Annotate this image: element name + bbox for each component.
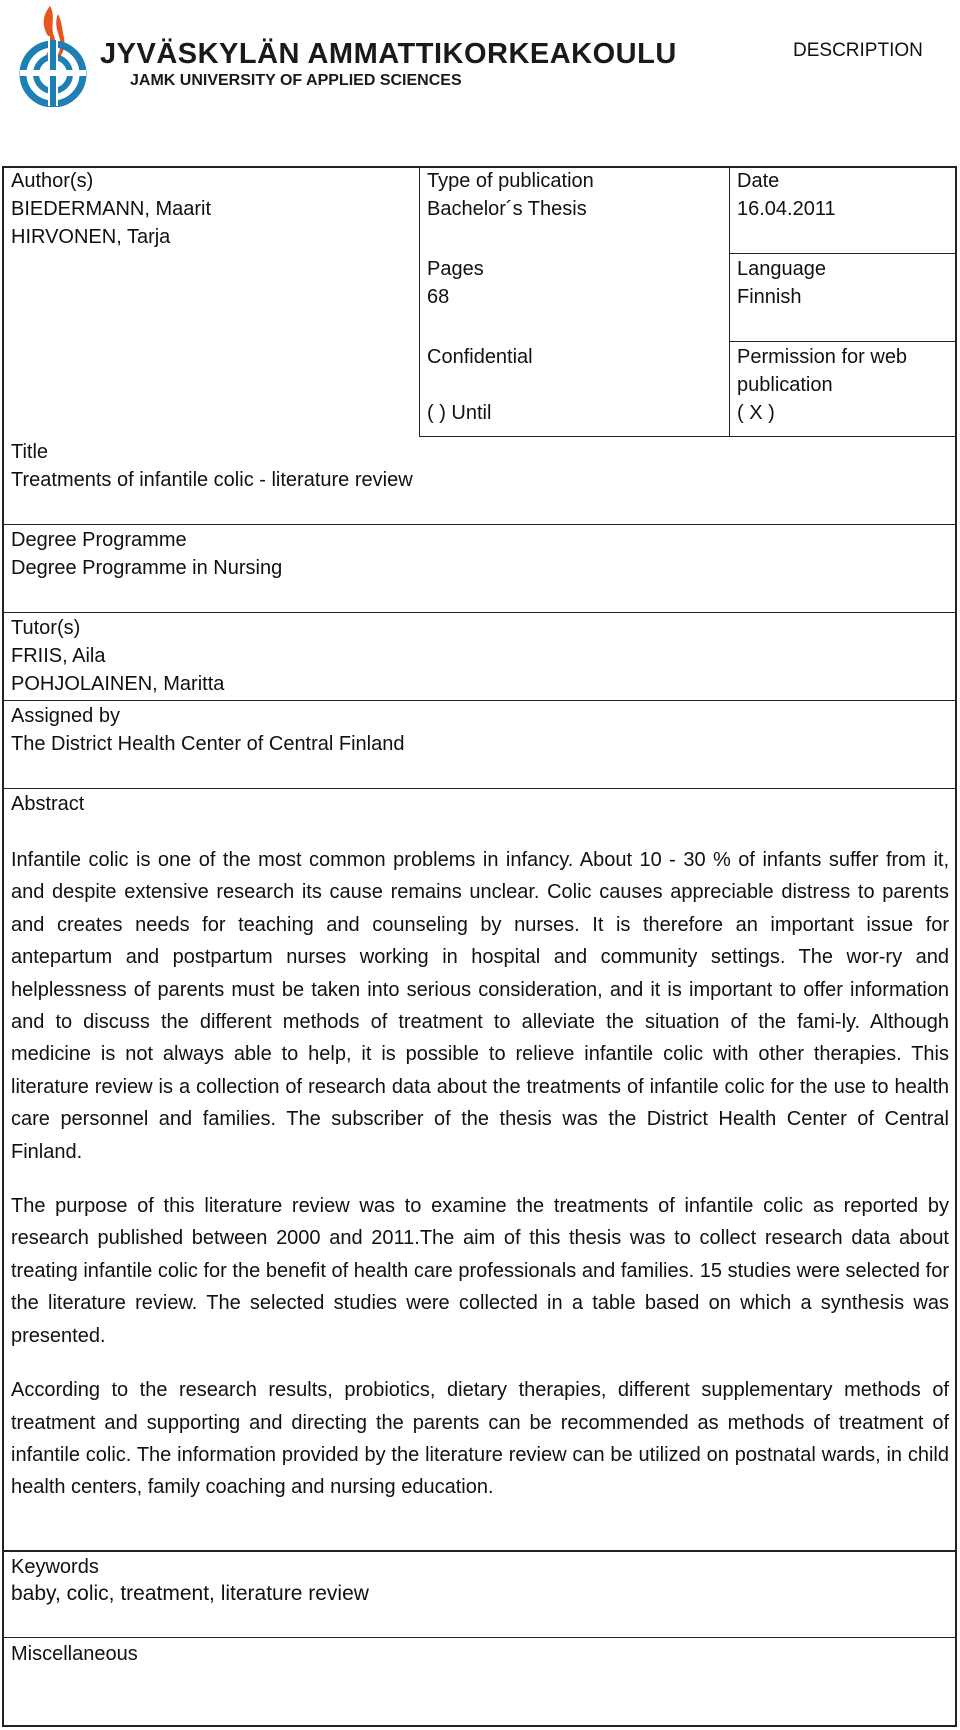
pages-value: 68 — [427, 286, 450, 308]
abstract-label: Abstract — [11, 793, 85, 815]
abstract-paragraph-2: The purpose of this literature review was to examine the treatments of infantile colic as reported by research published between 2000 and 2011.The aim of this thesis was to collect research data about treating infantile colic for the benefit of health care professionals and families. 15 studies were selected for the literature review. The selected studies were collected in a table based on which a synthesis was presented. — [11, 1195, 949, 1347]
assigned-label: Assigned by — [11, 705, 120, 727]
tutor-name-2: POHJOLAINEN, Maritta — [11, 673, 225, 695]
publication-type-label: Type of publication — [427, 170, 594, 192]
tutor-label: Tutor(s) — [11, 617, 81, 639]
author-name-2: HIRVONEN, Tarja — [11, 226, 171, 248]
degree-value: Degree Programme in Nursing — [11, 557, 283, 579]
publication-type-value: Bachelor´s Thesis — [427, 198, 587, 220]
permission-label-2: publication — [737, 374, 833, 396]
pages-label: Pages — [427, 258, 484, 280]
tutor-name-1: FRIIS, Aila — [11, 645, 106, 667]
keywords-label: Keywords — [11, 1556, 99, 1578]
logo-emblem-icon — [12, 2, 92, 107]
language-label: Language — [737, 258, 826, 280]
assigned-value: The District Health Center of Central Finland — [11, 733, 405, 755]
date-value: 16.04.2011 — [737, 198, 836, 220]
misc-label: Miscellaneous — [11, 1643, 138, 1665]
doc-type: DESCRIPTION — [793, 40, 923, 61]
degree-label: Degree Programme — [11, 529, 187, 551]
abstract-paragraph-3: According to the research results, probiotics, dietary therapies, different supplementary methods of treatment and supporting and directing the parents can be recommended as methods of treatment of infantile colic. The information provided by the literature review can be utilized on postnatal wards, in child health centers, family coaching and nursing education. — [11, 1379, 949, 1499]
abstract-body — [11, 844, 949, 1526]
confidential-value: ( ) Until — [427, 402, 492, 424]
author-label: Author(s) — [11, 170, 94, 192]
title-label: Title — [11, 441, 49, 463]
permission-label-1: Permission for web — [737, 346, 908, 368]
date-label: Date — [737, 170, 780, 192]
keywords-value: baby, colic, treatment, literature review — [11, 1582, 369, 1605]
abstract-paragraph-1: Infantile colic is one of the most common problems in infancy. About 10 - 30 % of infants suffer from it, and despite extensive research its cause remains unclear. Colic causes appreciable distress to parents and creates needs for teaching and counseling by nurses. It is therefore an important issue for antepartum and postpartum nurses working in hospital and community settings. The wor-ry and helplessness of parents must be taken into serious consideration, and it is important to offer information and to discuss the different methods of treatment to alleviate the situation of the fami-ly. Although medicine is not always able to help, it is possible to relieve infantile colic with other therapies. This literature review is a collection of research data about the treatments of infantile colic for the use to health care personnel and families. The subscriber of the thesis was the District Health Center of Central Finland. — [11, 849, 949, 1163]
author-name-1: BIEDERMANN, Maarit — [11, 198, 212, 220]
org-name: JYVÄSKYLÄN AMMATTIKORKEAKOULU — [100, 38, 677, 70]
jamk-logo — [12, 2, 92, 107]
title-value: Treatments of infantile colic - literature review — [11, 469, 413, 491]
confidential-label: Confidential — [427, 346, 533, 368]
org-name-en: JAMK UNIVERSITY OF APPLIED SCIENCES — [130, 72, 462, 89]
permission-value: ( X ) — [737, 402, 775, 424]
language-value: Finnish — [737, 286, 802, 308]
